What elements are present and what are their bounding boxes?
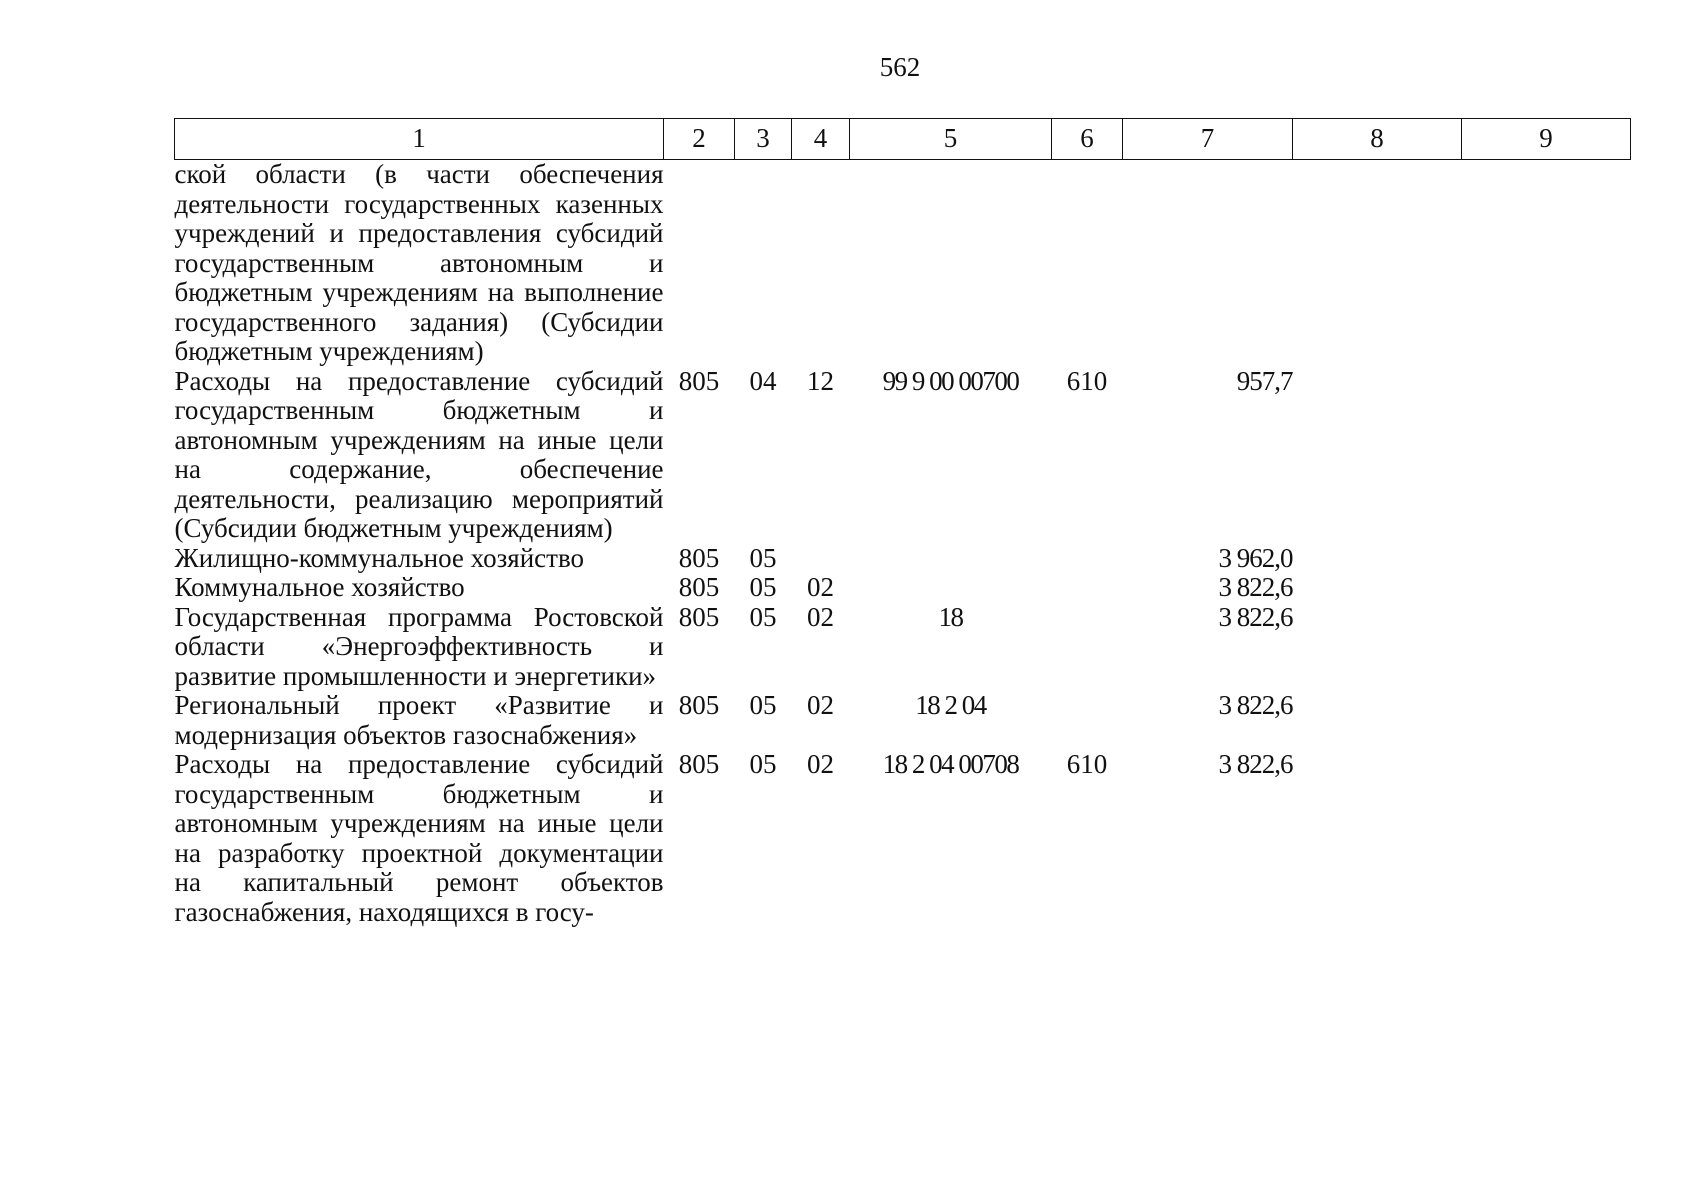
cell-col-5 [850,573,1052,603]
cell-col-6 [1052,544,1123,574]
row-name: ской области (в части обеспечения деятельности государственных казенных учреждений и предоставления субсидий государственным автономным и бюджетным учреждениям на выполнение государственного задания) (Субсидии бюджетным учреждениям) [174,159,664,366]
cell-col-7: 3 822,6 [1218,601,1293,632]
cell-col-4: 02 [807,690,834,720]
cell-col-7: 3 822,6 [1218,749,1293,779]
cell-col-4 [792,544,850,574]
cell-col-7: 3 822,6 [1218,690,1293,720]
page-number: 562 [879,52,921,82]
cell-col-9 [1462,160,1631,367]
table-row [175,367,1631,544]
row-name: Расходы на предоставление субсидий государственным бюджетным и автономным учреждениям на иные цели на содержание, обеспечение деятельности, реализацию мероприятий (Субсидии бюджетным учреждениям) [174,365,664,543]
table-row [175,544,1631,574]
cell-col-9 [1462,367,1631,544]
cell-col-4: 02 [807,601,834,632]
cell-col-3: 05 [749,542,777,573]
cell-col-8 [1293,160,1462,367]
row-name: Государственная программа Ростовской области «Энергоэффективность и развитие промышленности и энергетики» [174,601,664,691]
cell-col-3: 05 [749,572,777,602]
cell-col-5 [850,544,1052,574]
cell-col-6: 610 [1066,365,1108,396]
row-name: Расходы на предоставление субсидий государственным бюджетным и автономным учреждениям на иные цели на разработку проектной документации на капитальный ремонт объектов газоснабжения, находящихся в госу- [174,749,664,927]
cell-col-5: 18 [938,601,963,632]
column-header-5: 5 [850,119,1052,160]
cell-col-5: 18 2 04 00708 [882,749,1019,779]
cell-col-2: 805 [678,601,720,632]
table-row [175,750,1631,927]
column-header-6: 6 [1052,119,1123,160]
cell-col-4 [792,160,850,367]
cell-col-6: 610 [1066,749,1108,779]
table-row [175,573,1631,603]
cell-col-5: 99 9 00 00700 [882,365,1019,396]
cell-col-2: 805 [678,749,720,779]
cell-col-4: 02 [807,749,834,779]
cell-col-6 [1052,603,1123,692]
cell-col-9 [1462,573,1631,603]
budget-table [174,118,1631,927]
cell-col-9 [1462,544,1631,574]
cell-col-9 [1462,603,1631,692]
cell-col-2: 805 [678,572,720,602]
column-header-2: 2 [664,119,735,160]
cell-col-9 [1462,750,1631,927]
column-header-8: 8 [1293,119,1462,160]
table-row [175,603,1631,692]
cell-col-3: 05 [749,749,777,779]
cell-col-7: 3 962,0 [1218,542,1293,573]
cell-col-8 [1293,367,1462,544]
cell-col-2: 805 [678,365,720,396]
row-name: Региональный проект «Развитие и модернизация объектов газоснабжения» [174,690,664,750]
cell-col-2: 805 [678,542,720,573]
cell-col-6 [1052,573,1123,603]
cell-col-8 [1293,603,1462,692]
cell-col-3: 05 [749,601,777,632]
column-header-9: 9 [1462,119,1631,160]
cell-col-3: 04 [749,365,777,396]
cell-col-5 [850,160,1052,367]
cell-col-8 [1293,573,1462,603]
column-header-7: 7 [1123,119,1293,160]
cell-col-4: 12 [807,365,834,396]
cell-col-4: 02 [807,572,834,602]
cell-col-6 [1052,160,1123,367]
cell-col-7: 3 822,6 [1218,572,1293,602]
cell-col-5: 18 2 04 [915,690,986,720]
cell-col-6 [1052,691,1123,750]
cell-col-2: 805 [678,690,720,720]
table-row [175,691,1631,750]
column-header-4: 4 [792,119,850,160]
table-row [175,160,1631,367]
cell-col-2 [664,160,735,367]
cell-col-3: 05 [749,690,777,720]
cell-col-7 [1123,160,1293,367]
cell-col-9 [1462,691,1631,750]
cell-col-8 [1293,750,1462,927]
table-header-row [175,119,1631,160]
cell-col-8 [1293,544,1462,574]
cell-col-7: 957,7 [1236,365,1293,396]
cell-col-3 [735,160,792,367]
row-name: Жилищно-коммунальное хозяйство [174,542,585,573]
row-name: Коммунальное хозяйство [174,572,465,602]
cell-col-8 [1293,691,1462,750]
column-header-3: 3 [735,119,792,160]
column-header-1: 1 [175,119,664,160]
